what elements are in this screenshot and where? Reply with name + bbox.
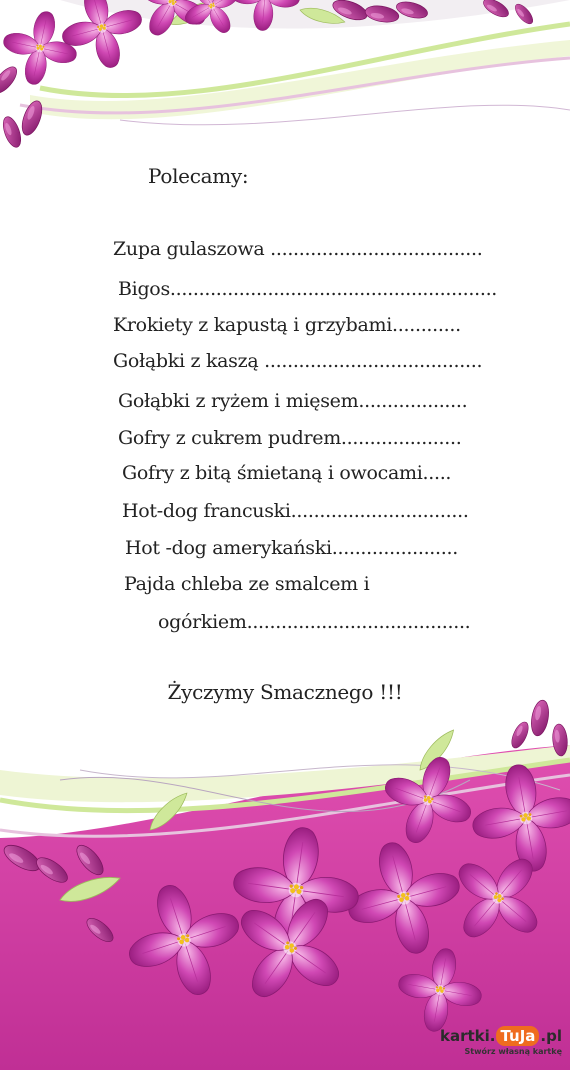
closing-wish: Życzymy Smacznego !!! bbox=[167, 680, 403, 704]
menu-item: Krokiety z kapustą i grzybami............ bbox=[113, 314, 461, 336]
menu-item: Pajda chleba ze smalcem i bbox=[124, 573, 370, 595]
menu-item: Gofry z cukrem pudrem..................... bbox=[118, 427, 462, 449]
menu-item: Hot -dog amerykański...................... bbox=[125, 537, 459, 559]
menu-item: Gołąbki z ryżem i mięsem................... bbox=[118, 390, 468, 412]
menu-item: Hot-dog francuski............................... bbox=[122, 500, 469, 522]
menu-item: ogórkiem....................................... bbox=[158, 611, 471, 633]
site-tagline: Stwórz własną kartkę bbox=[464, 1047, 562, 1056]
site-name-prefix: kartki. bbox=[439, 1027, 496, 1045]
menu-item: Gofry z bitą śmietaną i owocami..... bbox=[122, 462, 452, 484]
site-watermark[interactable] bbox=[430, 1026, 562, 1064]
menu-item: Gołąbki z kaszą ...................................... bbox=[113, 350, 483, 372]
menu-item: Bigos......................................................... bbox=[118, 278, 498, 300]
menu-item: Zupa gulaszowa ..................................... bbox=[113, 238, 483, 260]
site-name-suffix: .pl bbox=[540, 1027, 562, 1045]
site-name-badge: TuJa bbox=[496, 1026, 539, 1046]
card-heading: Polecamy: bbox=[148, 164, 249, 188]
site-logo[interactable] bbox=[440, 1026, 562, 1046]
